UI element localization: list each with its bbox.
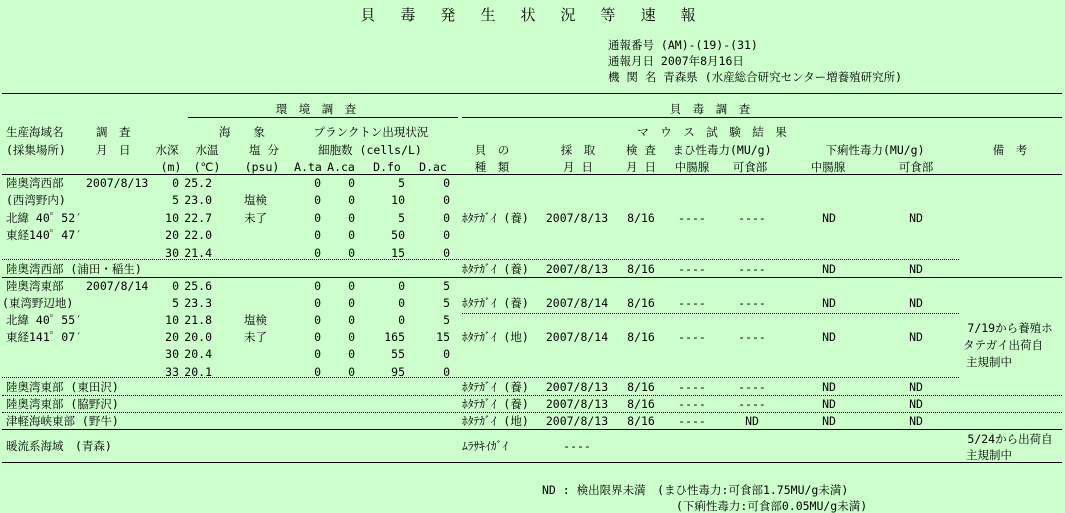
east-aca-cell: 0 [348, 279, 355, 293]
west-depth-cell: 20 [165, 228, 179, 243]
west-aca-cell: 0 [348, 176, 355, 190]
east-sal-cell: 未了 [244, 330, 267, 345]
east-dfo-cell: 0 [398, 279, 405, 293]
east-dfo-cell: 55 [391, 347, 405, 362]
tagawa-dsp-midgut: ND [822, 380, 836, 394]
wakinosawa-test-date: 8/16 [627, 397, 655, 411]
east-dac-cell: 5 [443, 296, 450, 311]
east-psp-midgut-1: ---- [678, 296, 706, 310]
east-sampling-date-2: 2007/8/14 [545, 330, 609, 344]
east-site: (東湾野辺地) [2, 296, 74, 310]
tagawa-psp-edible: ---- [738, 380, 766, 394]
report-title: 貝 毒 発 生 状 況 等 速 報 [360, 6, 704, 24]
west2-dsp-edible: ND [909, 262, 923, 276]
west2-psp-midgut: ---- [678, 262, 706, 276]
east-species-2: ﾎﾀﾃｶﾞｲ (地) [462, 330, 529, 344]
salinity-header: 塩 分 [249, 143, 279, 157]
tagawa-psp-midgut: ---- [678, 380, 706, 394]
west-ata-cell: 0 [314, 228, 321, 243]
west-latitude: 北緯 40゜52′ [6, 211, 83, 225]
west-dac-cell: 0 [443, 210, 450, 225]
west-site: (西湾野内) [6, 193, 66, 207]
row-separator [2, 395, 1062, 396]
east-ata-cell: 0 [314, 347, 321, 362]
west-aca-cell: 0 [348, 245, 355, 260]
env-survey-header: 環 境 調 査 [275, 102, 357, 116]
tagawa-sampling-date: 2007/8/13 [545, 380, 609, 394]
east-depth-cell: 10 [165, 313, 179, 328]
west-test-date: 8/16 [627, 211, 655, 225]
east-aca-cell: 0 [348, 296, 355, 311]
wakinosawa-psp-midgut: ---- [678, 397, 706, 411]
west-aca-cell: 0 [348, 228, 355, 243]
tagawa-species: ﾎﾀﾃｶﾞｲ (養) [462, 380, 529, 394]
tagawa-test-date: 8/16 [627, 380, 655, 394]
east-ata-cell: 0 [314, 296, 321, 311]
east-dac-cell: 5 [443, 279, 450, 293]
west2-dsp-midgut: ND [822, 262, 836, 276]
sea-header: 海 象 [219, 125, 265, 139]
tagawa-area-name: 陸奥湾東部 (東田沢) [6, 380, 119, 394]
east-sal-cell: 塩検 [244, 313, 267, 328]
west-sal-cell: 塩検 [244, 193, 267, 208]
east-dac-cell: 15 [436, 330, 450, 345]
east-latitude: 北緯 40゜55′ [6, 313, 83, 327]
west-dfo-cell: 10 [391, 193, 405, 208]
footnote-line1: ND : 検出限界未満 (まひ性毒力:可食部1.75MU/g未満) [542, 483, 849, 497]
shellfish-survey-header: 貝 毒 調 査 [669, 102, 751, 116]
mouse-test-header: マ ウ ス 試 験 結 果 [637, 125, 787, 139]
west-temp-cell: 25.2 [184, 176, 212, 190]
west-dac-cell: 0 [443, 193, 450, 208]
east-ata-cell: 0 [314, 364, 321, 379]
row-separator [2, 377, 959, 378]
east-psp-edible-1: ---- [738, 296, 766, 310]
temp-unit: (℃) [193, 160, 221, 174]
east-dac-cell: 5 [443, 313, 450, 328]
east-dac-cell: 0 [443, 364, 450, 379]
east-depth-cell: 33 [165, 364, 179, 379]
east-test-date-2: 8/16 [627, 330, 655, 344]
east-area-name: 陸奥湾東部 [6, 279, 64, 293]
west-dac-cell: 0 [443, 176, 450, 190]
west-aca-cell: 0 [348, 210, 355, 225]
west-aca-cell: 0 [348, 193, 355, 208]
species-ata-header: A.ta [294, 160, 322, 174]
dsp-edible-header: 可食部 [898, 160, 934, 174]
west2-sampling-date: 2007/8/13 [545, 262, 609, 276]
west-area-name: 陸奥湾西部 [6, 176, 64, 190]
plankton-header: プランクトン出現状況 [313, 125, 429, 139]
west2-species: ﾎﾀﾃｶﾞｲ (養) [462, 262, 529, 276]
sampling-header: 採 取 [560, 143, 596, 157]
east-depth-cell: 0 [172, 279, 179, 293]
row-separator [462, 313, 959, 314]
wakinosawa-species: ﾎﾀﾃｶﾞｲ (養) [462, 397, 529, 411]
row-separator [2, 429, 1062, 430]
report-date: 通報月日 2007年8月16日 [608, 54, 744, 68]
west2-test-date: 8/16 [627, 262, 655, 276]
west2-psp-edible: ---- [738, 262, 766, 276]
tsugaru-sampling-date: 2007/8/13 [545, 414, 609, 428]
survey-header: 調 査 [96, 125, 131, 139]
west-depth-cell: 0 [172, 176, 179, 190]
west-dac-cell: 0 [443, 245, 450, 260]
east-depth-cell: 20 [165, 330, 179, 345]
species-aca-header: A.ca [327, 160, 355, 174]
east-dfo-cell: 0 [398, 296, 405, 311]
east-survey-date: 2007/8/14 [86, 279, 149, 293]
east-aca-cell: 0 [348, 364, 355, 379]
east-sampling-date-1: 2007/8/14 [545, 296, 609, 310]
depth-header: 水深 [155, 143, 179, 157]
west-longitude: 東経140゜47′ [6, 228, 83, 242]
east-remark-line3: 主規制中 [966, 355, 1012, 369]
east-remark-line1: 7/19から養殖ホ [967, 321, 1053, 335]
west2-area-name: 陸奥湾西部 (浦田・稲生) [6, 262, 142, 276]
dsp-header: 下痢性毒力(MU/g) [825, 143, 925, 157]
east-ata-cell: 0 [314, 330, 321, 345]
west-dsp-edible: ND [909, 211, 923, 225]
west-temp-cell: 22.7 [184, 210, 212, 225]
west-dfo-cell: 50 [391, 228, 405, 243]
east-dsp-edible-2: ND [909, 330, 923, 344]
west-sal-cell: 未了 [244, 210, 267, 225]
row-separator [2, 412, 1062, 413]
warm-remark-line2: 主規制中 [966, 448, 1012, 462]
tsugaru-dsp-edible: ND [909, 414, 923, 428]
east-test-date-1: 8/16 [627, 296, 655, 310]
west-dsp-midgut: ND [822, 211, 836, 225]
species-dac-header: D.ac [419, 160, 447, 174]
tsugaru-dsp-midgut: ND [822, 414, 836, 428]
east-species-1: ﾎﾀﾃｶﾞｲ (養) [462, 296, 529, 310]
east-psp-edible-2: ---- [738, 330, 766, 344]
east-remark-line2: タテガイ出荷自 [963, 338, 1043, 352]
tsugaru-psp-midgut: ---- [678, 414, 706, 428]
survey-monthday-header: 月 日 [96, 143, 131, 157]
west-psp-midgut: ---- [678, 211, 706, 225]
west-dfo-cell: 5 [398, 210, 405, 225]
west-psp-edible: ---- [738, 211, 766, 225]
wakinosawa-sampling-date: 2007/8/13 [545, 397, 609, 411]
east-psp-midgut-2: ---- [678, 330, 706, 344]
dsp-midgut-header: 中腸腺 [810, 160, 846, 174]
cells-header: 細胞数 (cells/L) [318, 143, 422, 157]
psp-edible-header: 可食部 [732, 160, 768, 174]
area-header: 生産海域名 [6, 125, 64, 139]
wakinosawa-dsp-edible: ND [909, 397, 923, 411]
west-species: ﾎﾀﾃｶﾞｲ (養) [462, 211, 529, 225]
east-temp-cell: 20.0 [184, 330, 212, 345]
wakinosawa-dsp-midgut: ND [822, 397, 836, 411]
west-sampling-date: 2007/8/13 [545, 211, 609, 225]
wakinosawa-psp-edible: ---- [738, 397, 766, 411]
west-ata-cell: 0 [314, 245, 321, 260]
east-longitude: 東経141゜07′ [6, 330, 83, 344]
west-dac-cell: 0 [443, 228, 450, 243]
row-separator [2, 277, 1062, 278]
west-ata-cell: 0 [314, 210, 321, 225]
east-temp-cell: 20.4 [184, 347, 212, 362]
east-temp-cell: 25.6 [184, 279, 212, 293]
test-date-header: 月 日 [626, 160, 656, 174]
east-ata-cell: 0 [314, 313, 321, 328]
east-dac-cell: 0 [443, 347, 450, 362]
header-bottom-rule [2, 174, 1062, 175]
west-temp-cell: 21.4 [184, 245, 212, 260]
west-depth-cell: 30 [165, 245, 179, 260]
tsugaru-area-name: 津軽海峡東部 (野牛) [6, 414, 119, 428]
warm-area-name: 暖流系海域 (青森) [6, 439, 112, 453]
species-dfo-header: D.fo [373, 160, 401, 174]
shellfish-underline [462, 117, 1062, 118]
east-aca-cell: 0 [348, 313, 355, 328]
east-dsp-edible-1: ND [909, 296, 923, 310]
warm-species: ﾑﾗｻｷｲｶﾞｲ [462, 439, 508, 453]
east-temp-cell: 21.8 [184, 313, 212, 328]
psp-header: まひ性毒力(MU/g) [672, 143, 772, 157]
east-aca-cell: 0 [348, 330, 355, 345]
west-depth-cell: 10 [165, 210, 179, 225]
west-dfo-cell: 5 [398, 176, 405, 190]
depth-unit: (m) [160, 160, 182, 174]
row-separator [2, 462, 1062, 463]
warm-remark-line1: 5/24から出荷自 [967, 432, 1053, 446]
tsugaru-psp-edible: ND [745, 414, 759, 428]
wakinosawa-area-name: 陸奥湾東部 (脇野沢) [6, 397, 119, 411]
east-aca-cell: 0 [348, 347, 355, 362]
west-ata-cell: 0 [314, 193, 321, 208]
remarks-header: 備 考 [992, 143, 1028, 157]
shell-header: 貝 の [474, 143, 510, 157]
east-dfo-cell: 165 [384, 330, 405, 345]
east-ata-cell: 0 [314, 279, 321, 293]
west-temp-cell: 22.0 [184, 228, 212, 243]
west-ata-cell: 0 [314, 176, 321, 190]
sampling-date-header: 月 日 [563, 160, 593, 174]
east-temp-cell: 20.1 [184, 364, 212, 379]
salinity-unit: (psu) [244, 160, 280, 174]
shell-kind-header: 種 類 [474, 160, 510, 174]
east-dfo-cell: 0 [398, 313, 405, 328]
west-dfo-cell: 15 [391, 245, 405, 260]
env-underline [188, 117, 458, 118]
east-depth-cell: 5 [172, 296, 179, 311]
temp-header: 水温 [195, 143, 219, 157]
west-depth-cell: 5 [172, 193, 179, 208]
warm-sampling-date: ---- [563, 439, 591, 453]
site-header: (採集場所) [6, 143, 66, 157]
west-temp-cell: 23.0 [184, 193, 212, 208]
tsugaru-test-date: 8/16 [627, 414, 655, 428]
psp-midgut-header: 中腸腺 [674, 160, 710, 174]
east-dsp-midgut-2: ND [822, 330, 836, 344]
header-top-rule [2, 93, 1062, 94]
east-temp-cell: 23.3 [184, 296, 212, 311]
tsugaru-species: ﾎﾀﾃｶﾞｲ (地) [462, 414, 529, 428]
report-number: 通報番号 (AM)-(19)-(31) [608, 38, 758, 52]
east-dsp-midgut-1: ND [822, 296, 836, 310]
footnote-line2: (下痢性毒力:可食部0.05MU/g未満) [676, 499, 868, 513]
test-header: 検 査 [626, 143, 656, 157]
row-separator [2, 259, 959, 260]
tagawa-dsp-edible: ND [909, 380, 923, 394]
west-survey-date: 2007/8/13 [86, 176, 149, 190]
east-dfo-cell: 95 [391, 364, 405, 379]
east-depth-cell: 30 [165, 347, 179, 362]
report-agency: 機 関 名 青森県 (水産総合研究センター増養殖研究所) [608, 70, 903, 84]
